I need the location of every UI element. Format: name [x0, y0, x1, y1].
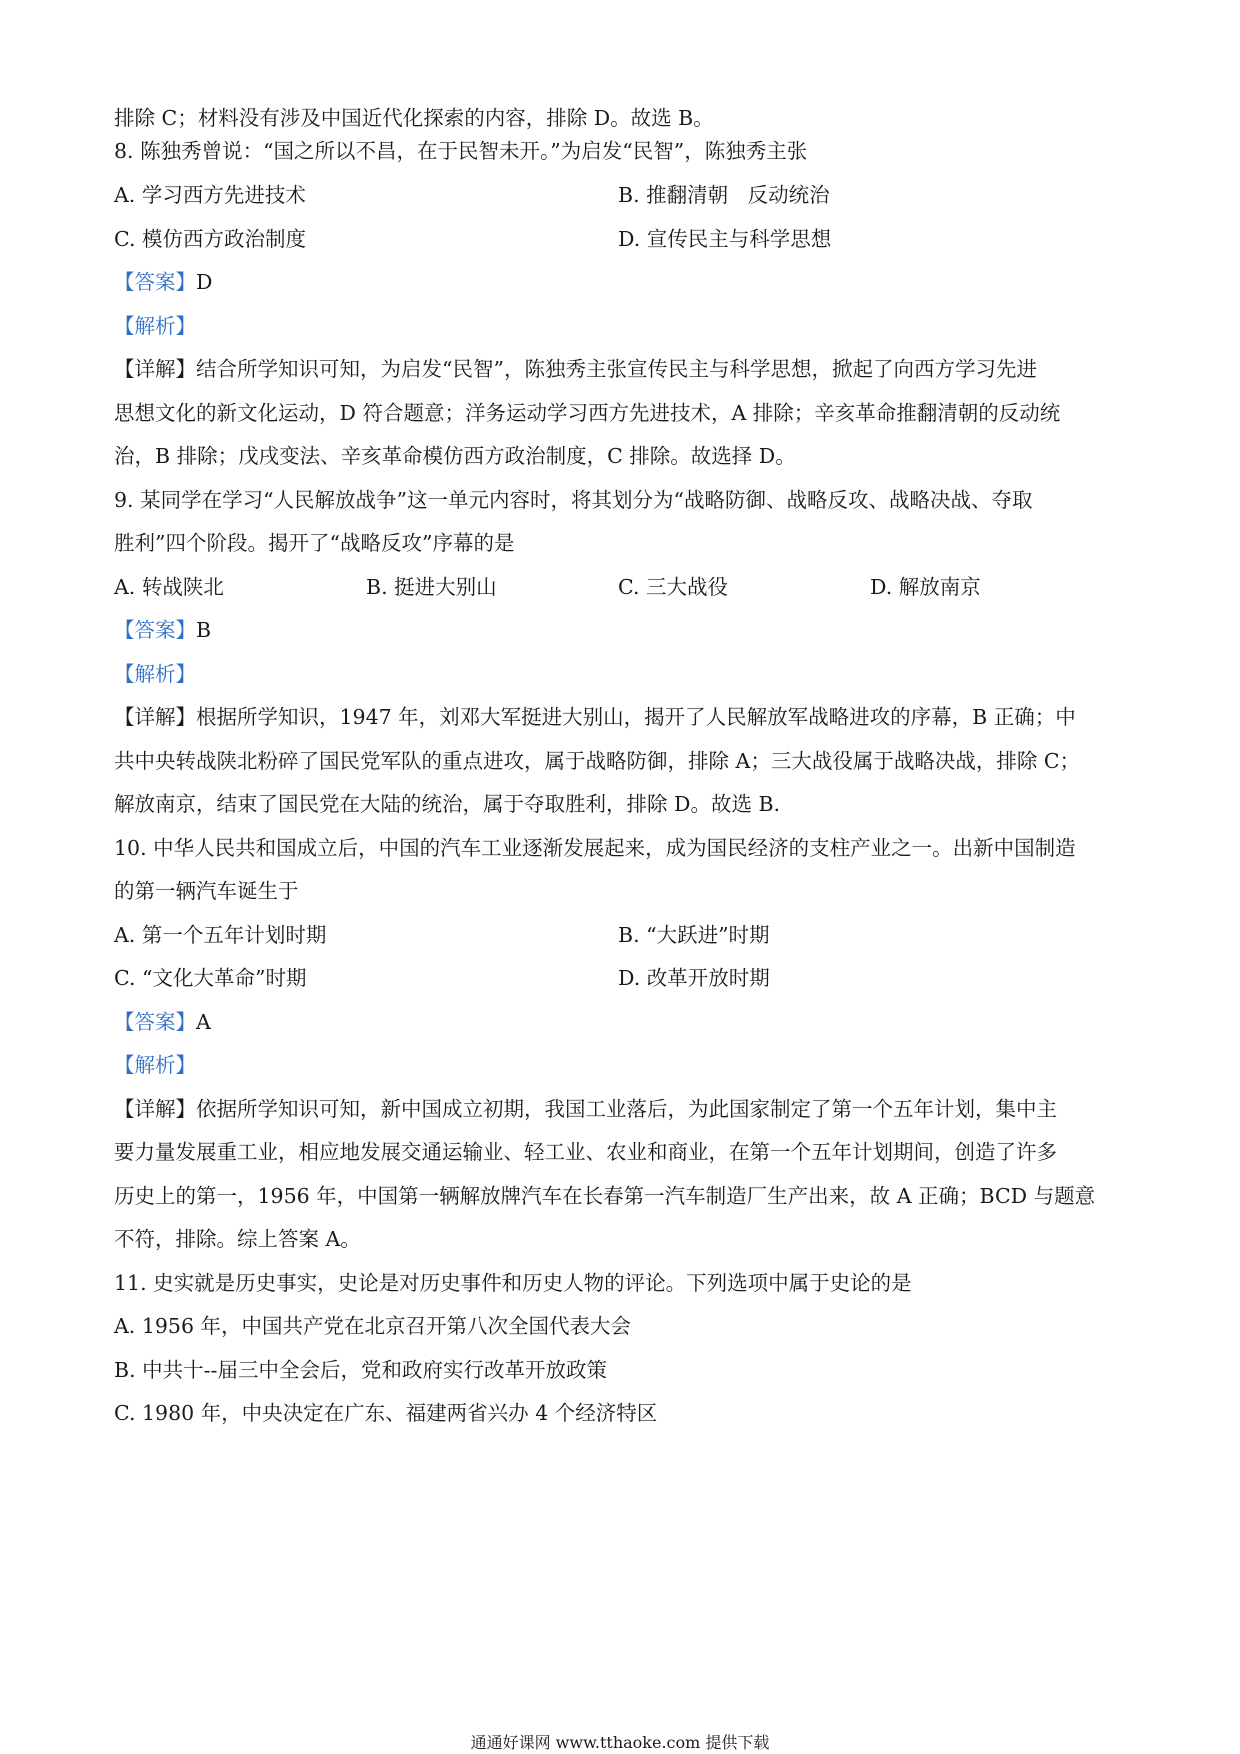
q9-detail-line [114, 703, 1134, 731]
q9-stem: 9. 某同学在学习“人民解放战争”这一单元内容时，将其划分为“战略防御、战略反攻、战略决战、夺取 [114, 488, 1033, 512]
q11-option-b: B. 中共十--届三中全会后，党和政府实行改革开放政策 [114, 1358, 607, 1382]
page-footer: 通通好课网 www.tthaoke.com 提供下载 [470, 1733, 770, 1752]
q8-option-b: B. 推翻清朝 反动统治 [618, 183, 830, 207]
q10-detail-text: 依据所学知识可知，新中国成立初期，我国工业落后，为此国家制定了第一个五年计划，集中主 [196, 1097, 1057, 1121]
q11-stem: 11. 史实就是历史事实，史论是对历史事件和历史人物的评论。下列选项中属于史论的是 [114, 1271, 912, 1295]
q8-detail-line [114, 355, 1134, 383]
q8-detail-line: 治，B 排除；戊戌变法、辛亥革命模仿西方政治制度，C 排除。故选择 D。 [114, 444, 796, 468]
q10-option-a: A. 第一个五年计划时期 [114, 923, 327, 947]
q10-answer-value: A [196, 1010, 211, 1034]
q10-analysis-tag: 【解析】 [114, 1053, 196, 1077]
q11-option-a: A. 1956 年，中国共产党在北京召开第八次全国代表大会 [114, 1314, 632, 1338]
q8-stem: 8. 陈独秀曾说：“国之所以不昌，在于民智未开。”为启发“民智”，陈独秀主张 [114, 139, 808, 163]
answer-tag: 【答案】 [114, 618, 196, 642]
detail-tag: 【详解】 [114, 357, 196, 381]
q9-option-b: B. 挺进大别山 [366, 575, 497, 599]
q10-option-c: C. “文化大革命”时期 [114, 966, 307, 990]
q10-option-d: D. 改革开放时期 [618, 966, 770, 990]
q10-answer [114, 1008, 1134, 1036]
q8-option-c: C. 模仿西方政治制度 [114, 227, 306, 251]
q9-option-d: D. 解放南京 [870, 575, 981, 599]
q8-answer-value: D [196, 270, 213, 294]
q10-detail-line: 要力量发展重工业，相应地发展交通运输业、轻工业、农业和商业，在第一个五年计划期间，创造了许多 [114, 1140, 1057, 1164]
q10-stem: 的第一辆汽车诞生于 [114, 879, 299, 903]
q9-detail-line: 解放南京，结束了国民党在大陆的统治，属于夺取胜利，排除 D。故选 B. [114, 792, 781, 816]
q8-option-a: A. 学习西方先进技术 [114, 183, 306, 207]
q10-detail-line: 不符，排除。综上答案 A。 [114, 1227, 361, 1251]
q8-analysis-tag: 【解析】 [114, 314, 196, 338]
q9-option-a: A. 转战陕北 [114, 575, 224, 599]
q10-option-b: B. “大跃进”时期 [618, 923, 770, 947]
q9-answer-value: B [196, 618, 212, 642]
q10-detail-line: 历史上的第一，1956 年，中国第一辆解放牌汽车在长春第一汽车制造厂生产出来，故 A 正确；BCD 与题意 [114, 1184, 1096, 1208]
q11-option-c: C. 1980 年，中央决定在广东、福建两省兴办 4 个经济特区 [114, 1401, 658, 1425]
q8-answer [114, 268, 1134, 296]
answer-tag: 【答案】 [114, 1010, 196, 1034]
q8-detail-text: 结合所学知识可知，为启发“民智”，陈独秀主张宣传民主与科学思想，掀起了向西方学习先进 [196, 357, 1037, 381]
q10-stem: 10. 中华人民共和国成立后，中国的汽车工业逐渐发展起来，成为国民经济的支柱产业之一。出新中国制造 [114, 836, 1076, 860]
q9-detail-line: 共中央转战陕北粉碎了国民党军队的重点进攻，属于战略防御，排除 A；三大战役属于战略决战，排除 C； [114, 749, 1081, 773]
q9-answer [114, 616, 1134, 644]
q9-detail-text: 根据所学知识，1947 年，刘邓大军挺进大别山，揭开了人民解放军战略进攻的序幕，B 正确；中 [196, 705, 1076, 729]
detail-tag: 【详解】 [114, 1097, 196, 1121]
q10-detail-line [114, 1095, 1134, 1123]
q8-detail-line: 思想文化的新文化运动，D 符合题意；洋务运动学习西方先进技术，A 排除；辛亥革命推翻清朝的反动统 [114, 401, 1061, 425]
answer-tag: 【答案】 [114, 270, 196, 294]
q9-analysis-tag: 【解析】 [114, 662, 196, 686]
intro-line: 排除 C；材料没有涉及中国近代化探索的内容，排除 D。故选 B。 [114, 106, 714, 130]
q9-option-c: C. 三大战役 [618, 575, 728, 599]
detail-tag: 【详解】 [114, 705, 196, 729]
q9-stem: 胜利”四个阶段。揭开了“战略反攻”序幕的是 [114, 531, 515, 555]
q8-option-d: D. 宣传民主与科学思想 [618, 227, 832, 251]
